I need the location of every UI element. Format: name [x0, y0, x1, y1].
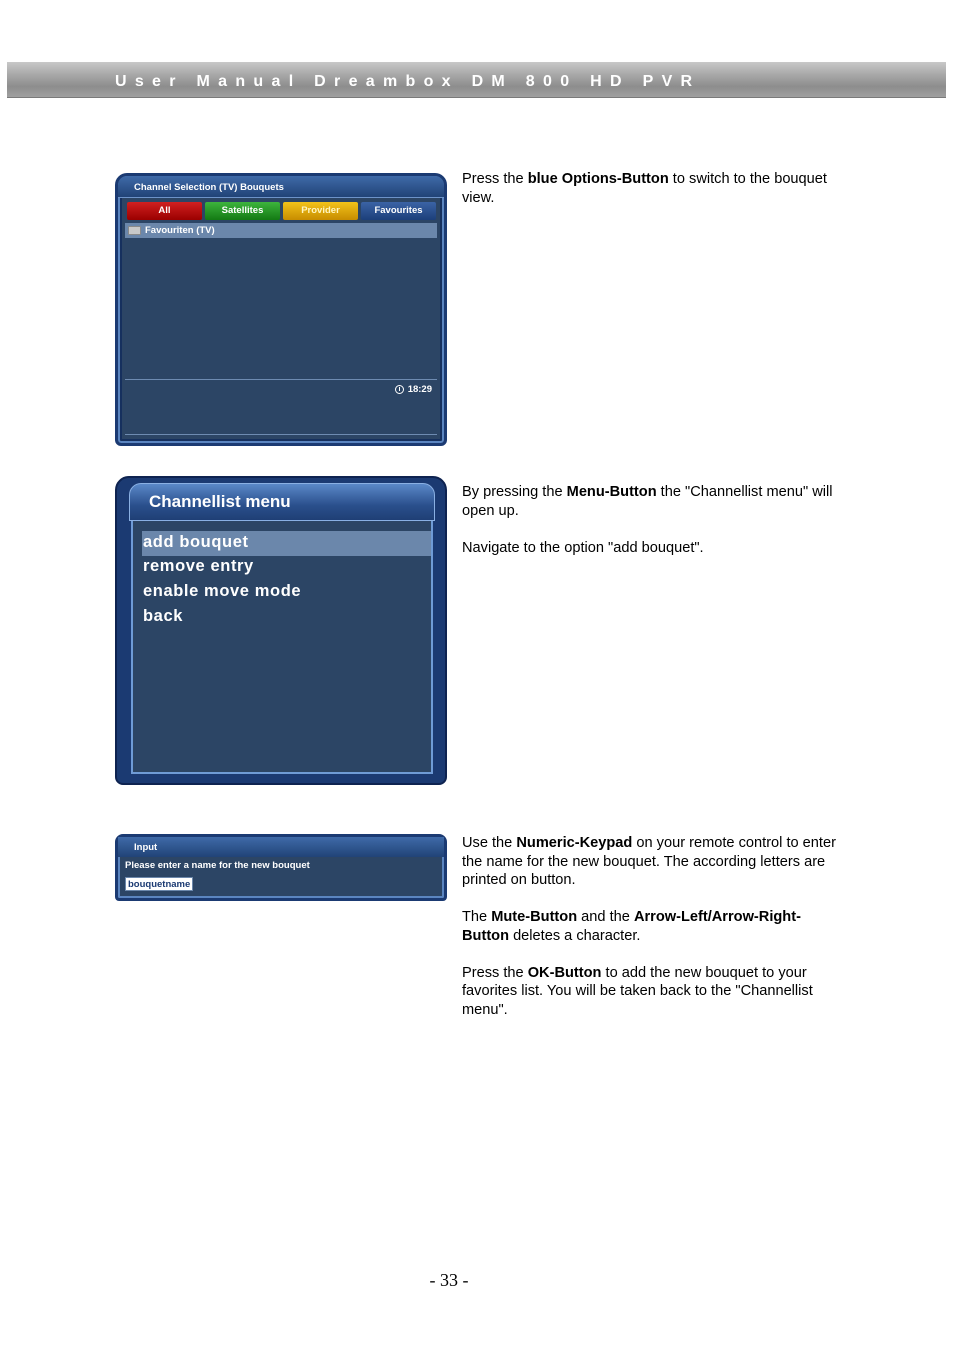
menu-item-remove-entry[interactable]: remove entry: [143, 557, 254, 575]
input-dialog-screen: [115, 834, 447, 901]
clock-icon: [395, 385, 404, 394]
menu-item-enable-move-mode[interactable]: enable move mode: [143, 582, 302, 600]
folder-icon: [128, 226, 141, 235]
channellist-menu-screen: [115, 476, 447, 785]
dialog-title: Input: [118, 837, 444, 857]
description-2: By pressing the Menu-Button the "Channellist menu" will open up. Navigate to the option "add bouquet".: [462, 484, 833, 556]
list-item-label: Favouriten (TV): [145, 225, 215, 236]
description-3: Use the Numeric-Keypad on your remote control to enter the name for the new bouquet. The according letters are printed on button. The Mute-Button and the Arrow-Left/Arrow-Right-Button deletes a character. Press the OK-Button to add the new bouquet to your favorites list. You will be taken back to the "Channellist menu".: [462, 835, 836, 1018]
blue-favourites-button[interactable]: Favourites: [361, 202, 436, 220]
divider: [125, 379, 437, 380]
clock: [395, 384, 432, 395]
bouquet-name-input[interactable]: bouquetname: [125, 877, 193, 891]
header-title: User Manual Dreambox DM 800 HD PVR: [115, 73, 701, 90]
header-bar: [7, 62, 946, 98]
list-item-selected[interactable]: [125, 223, 437, 238]
menu-item-add-bouquet[interactable]: add bouquet: [143, 533, 249, 551]
red-all-button[interactable]: All: [127, 202, 202, 220]
green-satellites-button[interactable]: Satellites: [205, 202, 280, 220]
screen-title: Channel Selection (TV) Bouquets: [118, 176, 444, 198]
clock-time: 18:29: [407, 384, 432, 395]
menu-item-back[interactable]: back: [143, 607, 184, 625]
dialog-prompt: Please enter a name for the new bouquet: [125, 860, 310, 871]
page-number: - 33 -: [429, 1270, 469, 1290]
menu-title: Channellist menu: [149, 492, 291, 511]
divider: [125, 434, 437, 435]
menu-titlebar: [129, 483, 435, 521]
yellow-provider-button[interactable]: Provider: [283, 202, 358, 220]
channel-selection-screen: [115, 173, 447, 446]
color-button-row: [127, 202, 436, 220]
description-1: Press the blue Options-Button to switch to the bouquet view.: [462, 171, 827, 206]
